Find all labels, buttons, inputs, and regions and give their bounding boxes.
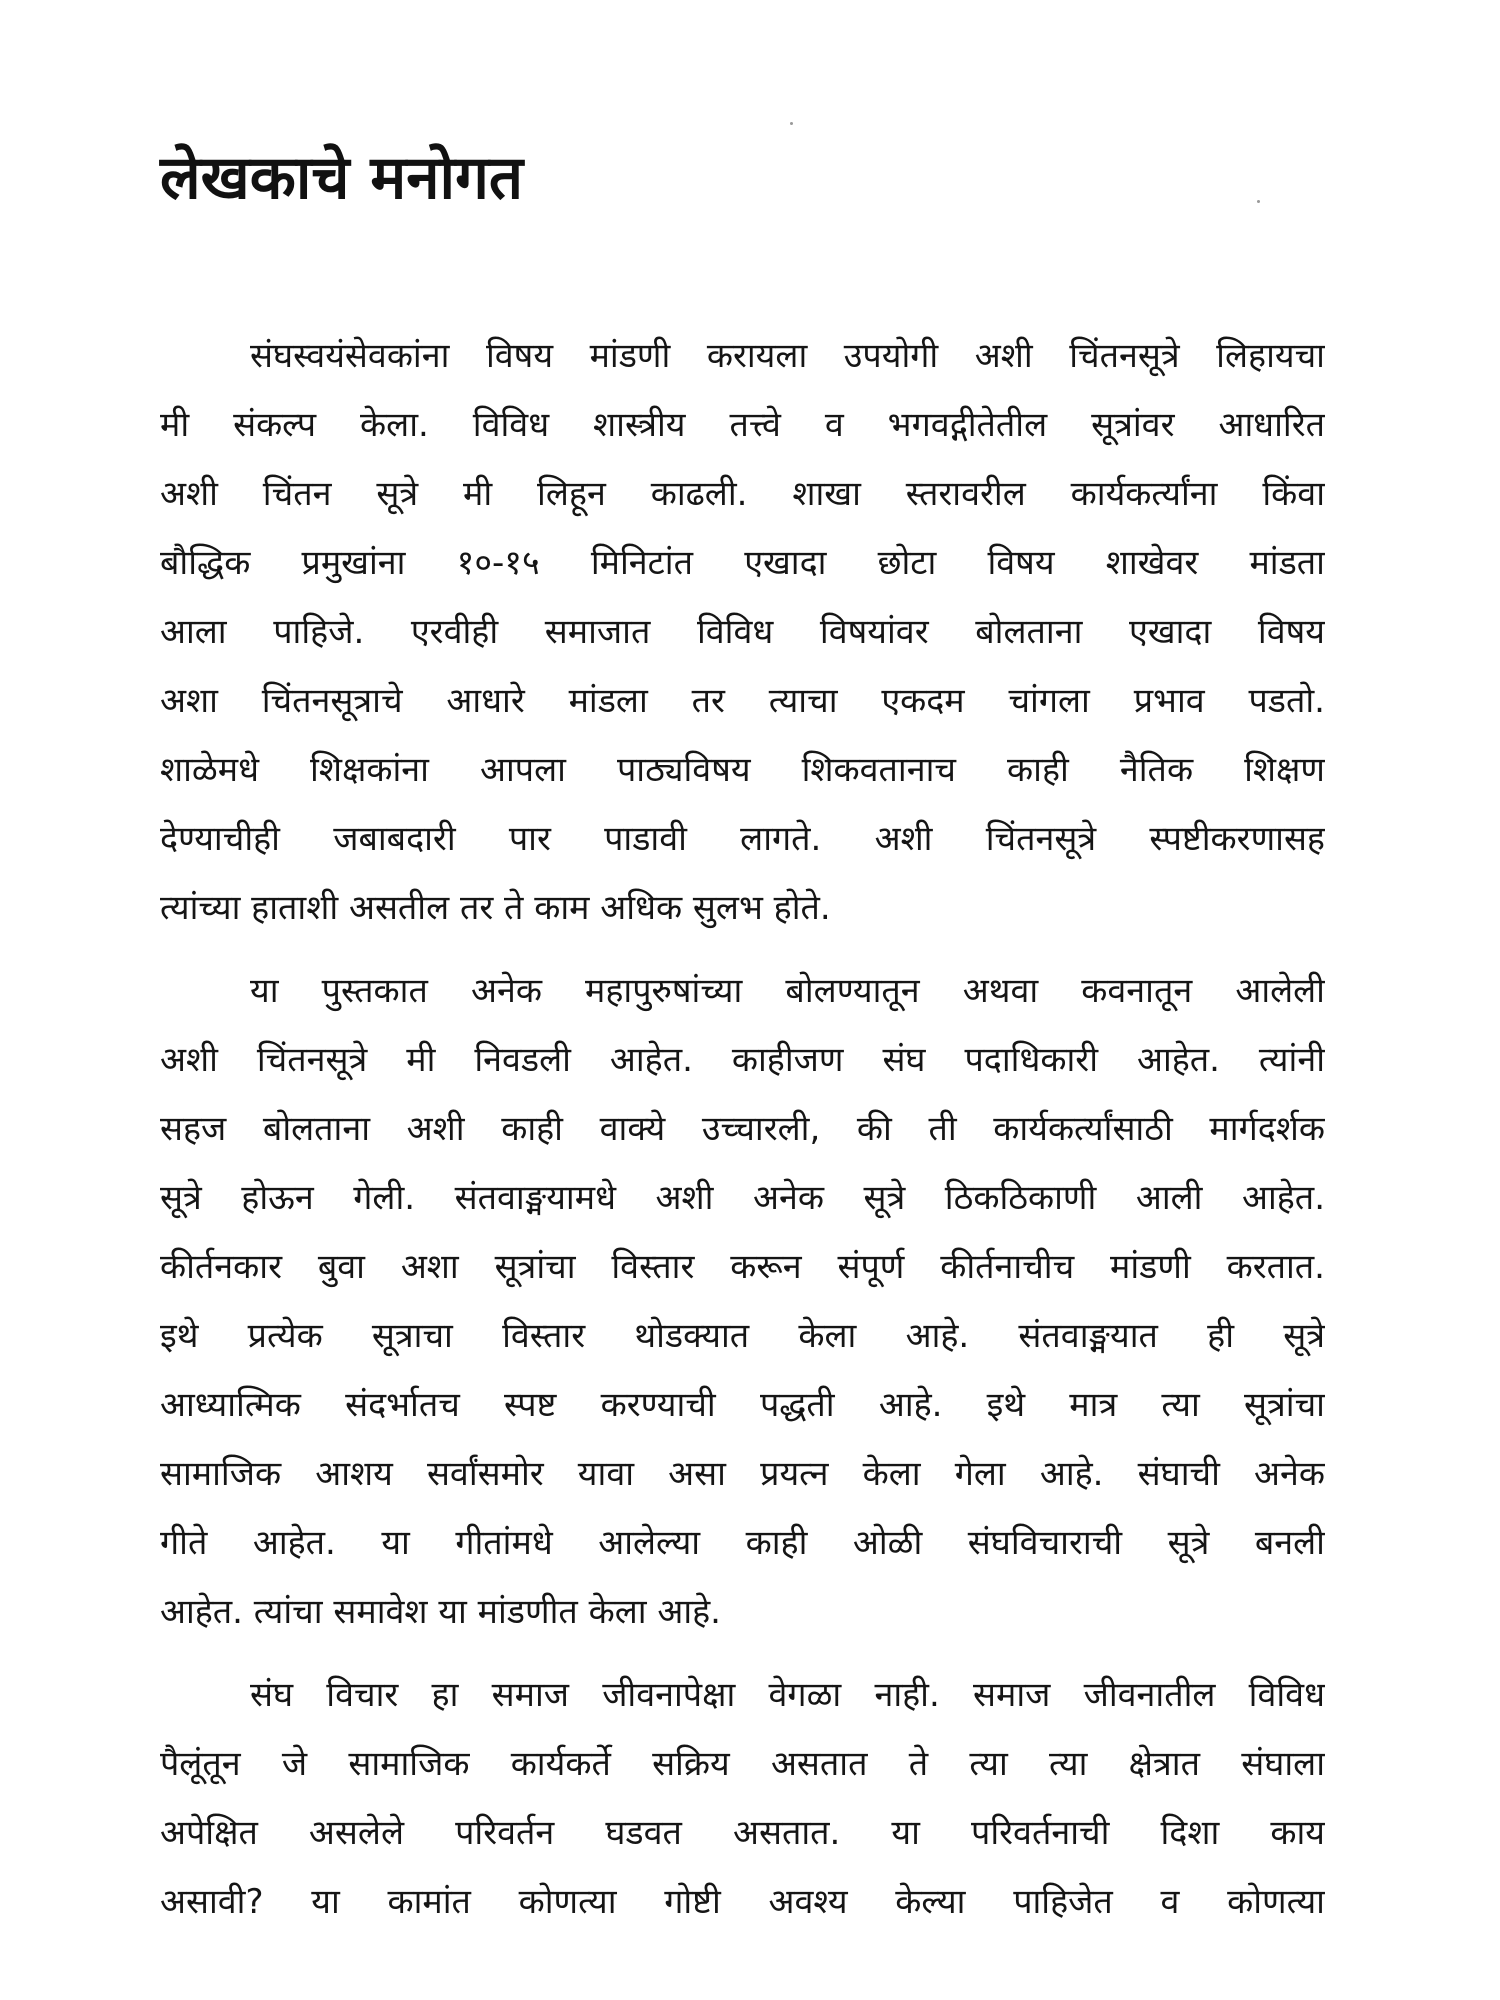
paragraph-3: [160, 1661, 1325, 1937]
text-line: आध्यात्मिक संदर्भातच स्पष्ट करण्याची पद्धती आहे. इथे मात्र त्या सूत्रांचा: [160, 1385, 1325, 1425]
scan-speck: [1257, 200, 1260, 203]
text-line: त्यांच्या हाताशी असतील तर ते काम अधिक सुलभ होते.: [160, 888, 831, 928]
body-text: [160, 322, 1325, 1937]
text-line: सहज बोलताना अशी काही वाक्ये उच्चारली, की ती कार्यकर्त्यांसाठी मार्गदर्शक: [160, 1109, 1325, 1149]
text-line: सूत्रे होऊन गेली. संतवाङ्मयामधे अशी अनेक सूत्रे ठिकठिकाणी आली आहेत.: [160, 1178, 1325, 1218]
text-line: अपेक्षित असलेले परिवर्तन घडवत असतात. या परिवर्तनाची दिशा काय: [160, 1813, 1325, 1853]
text-line: आला पाहिजे. एरवीही समाजात विविध विषयांवर बोलताना एखादा विषय: [160, 612, 1325, 652]
text-line: बौद्धिक प्रमुखांना १०-१५ मिनिटांत एखादा छोटा विषय शाखेवर मांडता: [160, 543, 1325, 583]
text-line: असावी? या कामांत कोणत्या गोष्टी अवश्य केल्या पाहिजेत व कोणत्या: [160, 1882, 1325, 1922]
paragraph-1: [160, 322, 1325, 943]
text-line: पैलूंतून जे सामाजिक कार्यकर्ते सक्रिय असतात ते त्या त्या क्षेत्रात संघाला: [160, 1744, 1325, 1784]
paragraph-gap: [160, 943, 1325, 957]
text-line: देण्याचीही जबाबदारी पार पाडावी लागते. अशी चिंतनसूत्रे स्पष्टीकरणासह: [160, 819, 1325, 859]
text-line: अशा चिंतनसूत्राचे आधारे मांडला तर त्याचा एकदम चांगला प्रभाव पडतो.: [160, 681, 1325, 721]
text-line: या पुस्तकात अनेक महापुरुषांच्या बोलण्यातून अथवा कवनातून आलेली: [250, 971, 1325, 1011]
text-line: आहेत. त्यांचा समावेश या मांडणीत केला आहे.: [160, 1592, 721, 1632]
page-title: लेखकाचे मनोगत: [160, 143, 524, 213]
text-line: कीर्तनकार बुवा अशा सूत्रांचा विस्तार करून संपूर्ण कीर्तनाचीच मांडणी करतात.: [160, 1247, 1325, 1287]
paragraph-gap: [160, 1647, 1325, 1661]
scan-speck: [790, 122, 793, 125]
text-line: गीते आहेत. या गीतांमधे आलेल्या काही ओळी संघविचाराची सूत्रे बनली: [160, 1523, 1325, 1563]
text-line: शाळेमधे शिक्षकांना आपला पाठ्यविषय शिकवतानाच काही नैतिक शिक्षण: [160, 750, 1325, 790]
text-line: सामाजिक आशय सर्वांसमोर यावा असा प्रयत्न केला गेला आहे. संघाची अनेक: [160, 1454, 1325, 1494]
text-line: संघस्वयंसेवकांना विषय मांडणी करायला उपयोगी अशी चिंतनसूत्रे लिहायचा: [250, 336, 1325, 376]
text-line: अशी चिंतन सूत्रे मी लिहून काढली. शाखा स्तरावरील कार्यकर्त्यांना किंवा: [160, 474, 1325, 514]
text-line: मी संकल्प केला. विविध शास्त्रीय तत्त्वे व भगवद्गीतेतील सूत्रांवर आधारित: [160, 405, 1325, 445]
paragraph-2: [160, 957, 1325, 1647]
text-line: अशी चिंतनसूत्रे मी निवडली आहेत. काहीजण संघ पदाधिकारी आहेत. त्यांनी: [160, 1040, 1325, 1080]
text-line: इथे प्रत्येक सूत्राचा विस्तार थोडक्यात केला आहे. संतवाङ्मयात ही सूत्रे: [160, 1316, 1325, 1356]
text-line: संघ विचार हा समाज जीवनापेक्षा वेगळा नाही. समाज जीवनातील विविध: [250, 1675, 1325, 1715]
